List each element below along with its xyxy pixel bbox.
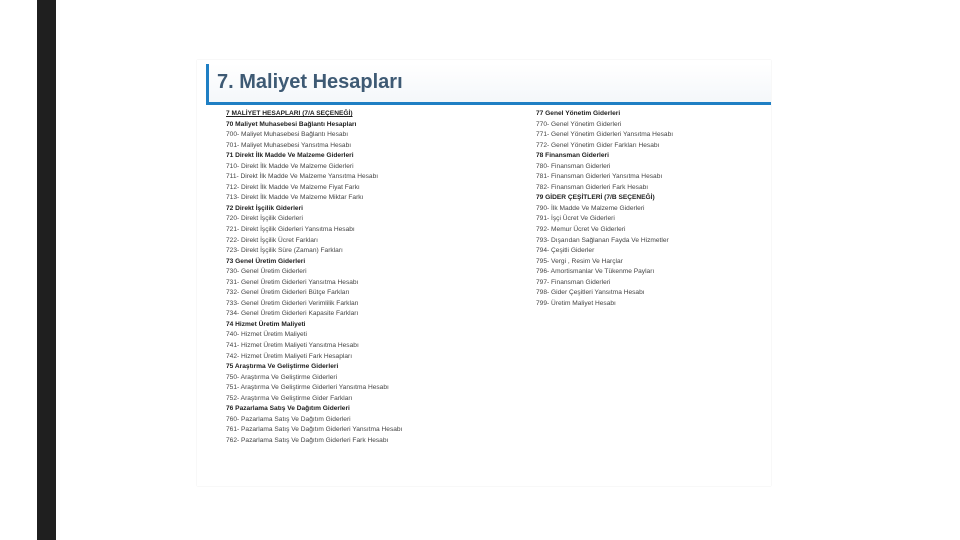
account-group-heading: 77 Genel Yönetim Giderleri [536,110,621,117]
account-item: 752- Araştırma Ve Geliştirme Gider Farkları [226,394,353,402]
account-item: 762- Pazarlama Satış Ve Dağıtım Giderleri Fark Hesabı [226,436,389,444]
title-band [206,64,771,105]
account-item: 741- Hizmet Üretim Maliyeti Yansıtma Hesabı [226,342,359,350]
account-item: 721- Direkt İşçilik Giderleri Yansıtma Hesabı [226,226,355,234]
account-item: 750- Araştırma Ve Geliştirme Giderleri [226,373,338,381]
account-item: 700- Maliyet Muhasebesi Bağlantı Hesabı [226,131,349,139]
slide-content-image [197,60,771,486]
account-group-heading: 70 Maliyet Muhasebesi Bağlantı Hesapları [226,120,357,128]
account-item: 751- Araştırma Ve Geliştirme Giderleri Yansıtma Hesabı [226,384,389,392]
account-group-heading: 73 Genel Üretim Giderleri [226,257,306,265]
account-item: 710- Direkt İlk Madde Ve Malzeme Giderleri [226,162,354,170]
account-item: 740- Hizmet Üretim Maliyeti [226,331,307,339]
account-item: 791- İşçi Ücret Ve Giderleri [536,215,615,223]
account-item: 733- Genel Üretim Giderleri Verimlilik Farkları [226,299,359,307]
account-item: 760- Pazarlama Satış Ve Dağıtım Giderleri [226,415,351,423]
account-group-heading: 79 GİDER ÇEŞİTLERİ (7/B SEÇENEĞİ) [536,194,655,202]
account-group-heading: 75 Araştırma Ve Geliştirme Giderleri [226,363,339,371]
account-item: 730- Genel Üretim Giderleri [226,268,307,276]
right-account-column [536,109,771,309]
account-item: 723- Direkt İşçilik Süre (Zaman) Farkları [226,247,343,255]
account-item: 772- Genel Yönetim Gider Farkları Hesabı [536,141,660,149]
slide-title: 7. Maliyet Hesapları [217,71,403,93]
account-item: 782- Finansman Giderleri Fark Hesabı [536,183,649,191]
title-accent [206,64,209,102]
account-item: 781- Finansman Giderleri Yansıtma Hesabı [536,173,663,181]
left-accent-bar [37,0,56,540]
account-group-heading: 71 Direkt İlk Madde Ve Malzeme Giderleri [226,152,354,160]
account-item: 780- Finansman Giderleri [536,162,611,170]
account-item: 770- Genel Yönetim Giderleri [536,120,622,128]
account-item: 732- Genel Üretim Giderleri Bütçe Farkları [226,289,350,297]
account-group-heading: 7 MALİYET HESAPLARI (7/A SEÇENEĞİ) [226,110,353,117]
account-item: 720- Direkt İşçilik Giderleri [226,215,303,223]
account-item: 711- Direkt İlk Madde Ve Malzeme Yansıtma Hesabı [226,173,379,181]
account-item: 742- Hizmet Üretim Maliyeti Fark Hesapları [226,352,353,360]
account-item: 794- Çeşitli Giderler [536,247,595,255]
account-item: 713- Direkt İlk Madde Ve Malzeme Miktar Farkı [226,194,364,202]
account-item: 712- Direkt İlk Madde Ve Malzeme Fiyat Farkı [226,183,360,191]
account-group-heading: 72 Direkt İşçilik Giderleri [226,204,303,212]
account-item: 796- Amortismanlar Ve Tükenme Payları [536,268,655,276]
account-item: 771- Genel Yönetim Giderleri Yansıtma Hesabı [536,131,674,139]
account-group-heading: 76 Pazarlama Satış Ve Dağıtım Giderleri [226,405,350,413]
account-item: 793- Dışarıdan Sağlanan Fayda Ve Hizmetler [536,236,669,244]
account-item: 799- Üretim Maliyet Hesabı [536,299,616,307]
account-item: 701- Maliyet Muhasebesi Yansıtma Hesabı [226,141,352,149]
account-group-heading: 78 Finansman Giderleri [536,152,609,160]
account-item: 731- Genel Üretim Giderleri Yansıtma Hesabı [226,278,359,286]
account-item: 761- Pazarlama Satış Ve Dağıtım Giderleri Yansıtma Hesabı [226,426,403,434]
left-account-column [226,109,526,447]
account-item: 734- Genel Üretim Giderleri Kapasite Farkları [226,310,359,318]
account-item: 792- Memur Ücret Ve Giderleri [536,226,626,234]
account-item: 798- Gider Çeşitleri Yansıtma Hesabı [536,289,645,297]
account-item: 797- Finansman Giderleri [536,278,611,286]
account-item: 722- Direkt İşçilik Ücret Farkları [226,236,318,244]
account-item: 795- Vergi , Resim Ve Harçlar [536,257,623,265]
account-group-heading: 74 Hizmet Üretim Maliyeti [226,320,306,328]
account-item: 790- İlk Madde Ve Malzeme Giderleri [536,204,645,212]
